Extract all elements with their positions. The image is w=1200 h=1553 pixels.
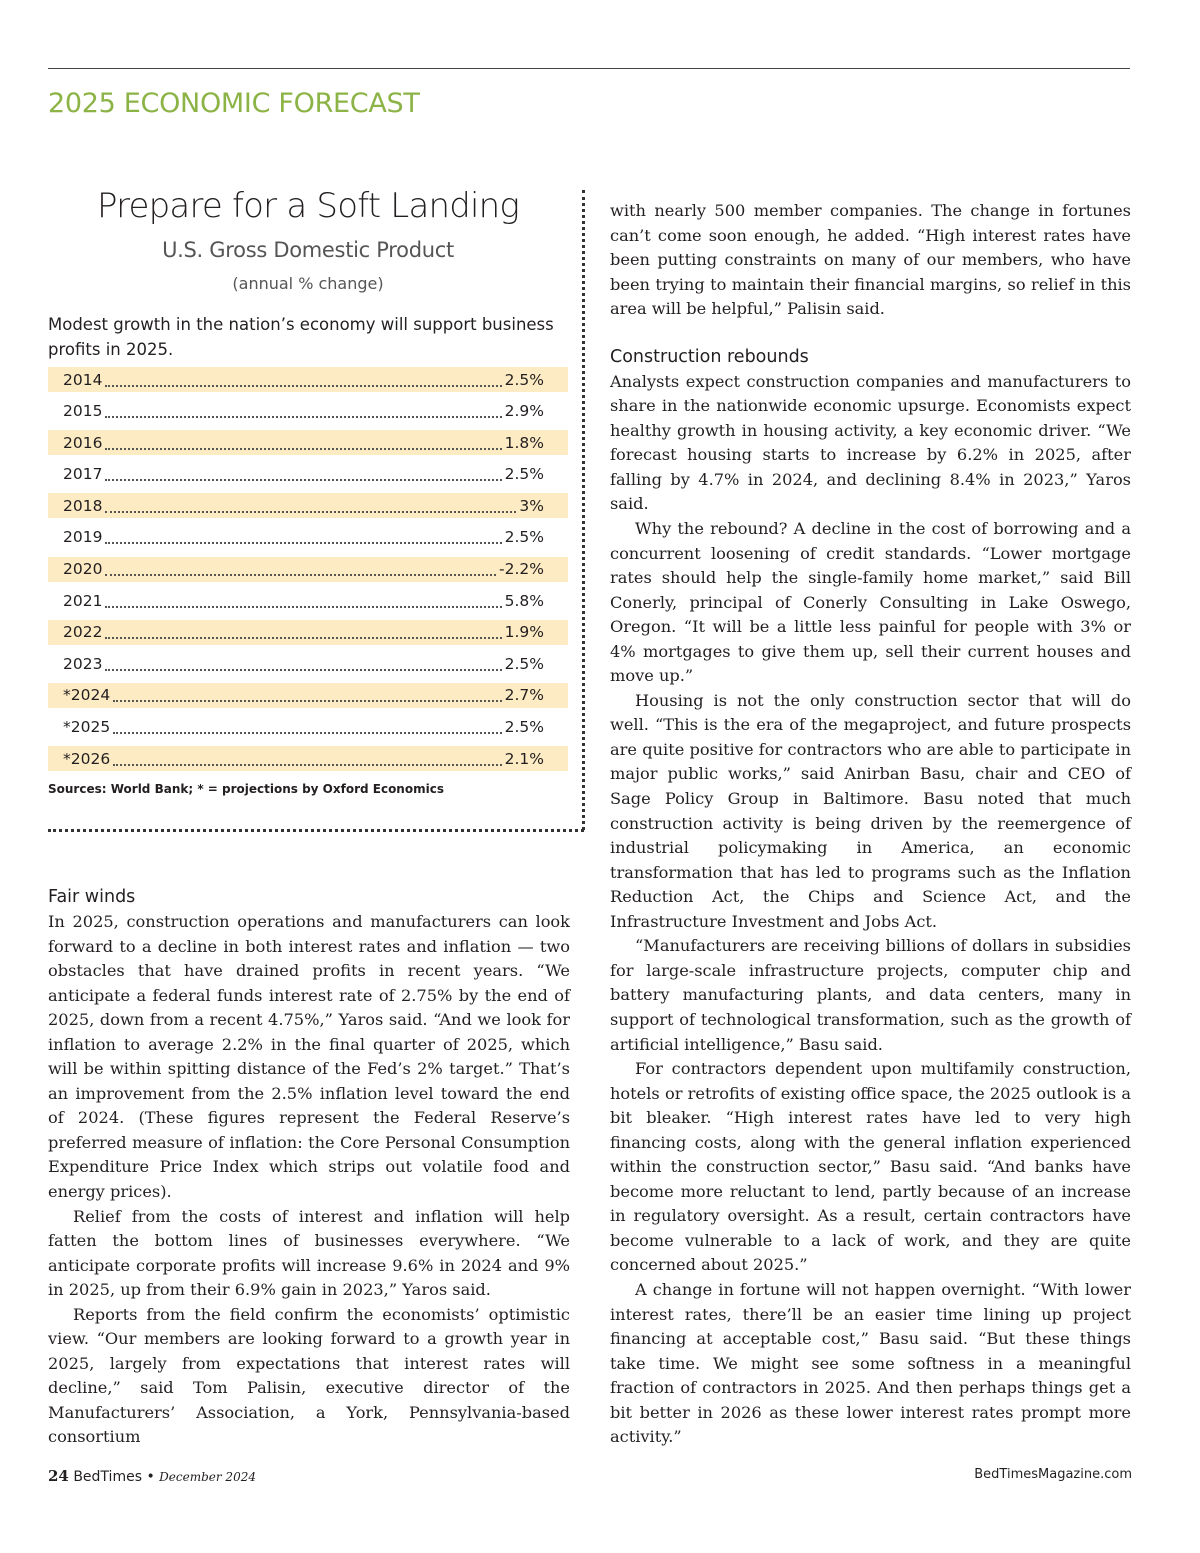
row-year: 2021 [63, 591, 103, 610]
chart-title: Prepare for a Soft Landing [96, 186, 520, 226]
row-value: -2.2% [499, 560, 544, 579]
gdp-table [48, 367, 568, 778]
row-value: 1.9% [504, 623, 544, 642]
paragraph: Analysts expect construction companies and manufacturers to share in the nationwide economic upsurge. Economists expect healthy growth in housing activity, a key economic driver. “We forecast housing starts to increase by 6.2% in 2025, after falling by 4.7% in 2024, and declining 8.4% in 2023,” Yaros said. [610, 371, 1131, 514]
table-row [48, 367, 568, 392]
row-year: *2024 [63, 686, 111, 705]
row-value: 2.5% [504, 654, 544, 673]
dot-leader [113, 720, 501, 734]
table-row [48, 588, 568, 613]
table-row [48, 746, 568, 771]
table-row [48, 683, 568, 708]
row-year: 2014 [63, 370, 103, 389]
row-year: 2015 [63, 402, 103, 421]
paragraph: For contractors dependent upon multifamily construction, hotels or retrofits of existing office space, the 2025 outlook is a bit bleaker. “High interest rates have led to very high financing costs, along with the general inflation experienced within the construction sector,” Basu said. “And banks have become more reluctant to lend, partly because of an increase in regulatory oversight. As a result, certain contractors have become vulnerable to a lack of work, and they are quite concerned about 2025.” [610, 1059, 1131, 1275]
issue-date: December 2024 [159, 1470, 256, 1484]
row-year: *2025 [63, 718, 111, 737]
paragraph: Reports from the field confirm the economists’ optimistic view. “Our members are looking forward to a growth year in 2025, largely from expectations that interest rates will decline,” said Tom Palisin, executive director of the Manufacturers’ Association, a York, Pennsylvania-based consortium [48, 1304, 570, 1447]
dot-leader [105, 530, 501, 544]
table-row [48, 430, 568, 455]
row-value: 2.5% [504, 718, 544, 737]
section-label: 2025 ECONOMIC FORECAST [48, 88, 420, 119]
footer-left [48, 1467, 256, 1485]
table-row [48, 493, 568, 518]
top-rule [48, 68, 1130, 69]
row-value: 5.8% [504, 591, 544, 610]
row-year: 2022 [63, 623, 103, 642]
table-row [48, 525, 568, 550]
paragraph: Housing is not the only construction sector that will do well. “This is the era of the megaproject, and future prospects are quite positive for contractors who are able to participate in major public works,” said Anirban Basu, chair and CEO of Sage Policy Group in Baltimore. Basu noted that much construction activity is being driven by the reemergence of industrial policymaking in America, an economic transformation that has led to programs such as the Inflation Reduction Act, the Chips and Science Act, and the Infrastructure Investment and Jobs Act. [610, 690, 1131, 931]
chart-description: Modest growth in the nation’s economy will support business profits in 2025. [48, 315, 554, 359]
row-value: 2.1% [504, 749, 544, 768]
paragraph: Relief from the costs of interest and inflation will help fatten the bottom lines of businesses everywhere. “We anticipate corporate profits will increase 9.6% in 2024 and 9% in 2025, up from their 6.9% gain in 2023,” Yaros said. [48, 1206, 570, 1300]
dot-leader [105, 404, 501, 418]
dot-leader [105, 625, 501, 639]
paragraph: In 2025, construction operations and manufacturers can look forward to a decline in both interest rates and inflation — two obstacles that have drained profits in recent years. “We anticipate a federal funds interest rate of 2.75% by the end of 2025, down from a recent 4.75%,” Yaros said. “And we look for inflation to average 2.2% in the final quarter of 2025, which will be within spitting distance of the Fed’s 2% target.” That’s an improvement from the 2.5% inflation level toward the end of 2024. (These figures represent the Federal Reserve’s preferred measure of inflation: the Core Personal Consumption Expenditure Price Index which strips out volatile food and energy prices). [48, 912, 570, 1202]
paragraph: A change in fortune will not happen overnight. “With lower interest rates, there’ll be an easier time lining up project financing at acceptable cost,” Basu said. “But these things take time. We might see some softness in a meaningful fraction of contractors in 2025. And then perhaps things get a bit better in 2026 as these lower interest rates prompt more activity.” [610, 1279, 1131, 1447]
row-value: 3% [519, 496, 544, 515]
dot-leader [105, 436, 501, 450]
table-row [48, 399, 568, 424]
table-row [48, 462, 568, 487]
row-value: 2.5% [504, 370, 544, 389]
table-row [48, 620, 568, 645]
dot-leader [105, 594, 501, 608]
row-value: 2.5% [504, 465, 544, 484]
page-number: 24 [48, 1467, 69, 1485]
chart-unit: (annual % change) [232, 274, 384, 293]
paragraph: with nearly 500 member companies. The change in fortunes can’t come soon enough, he added. “High interest rates have been putting constraints on many of our members, who have been trying to maintain their financial margins, so relief in this area will be helpful,” Palisin said. [610, 201, 1131, 319]
row-year: 2020 [63, 560, 103, 579]
article-right-column [610, 199, 1131, 1450]
row-year: 2017 [63, 465, 103, 484]
row-value: 2.5% [504, 528, 544, 547]
row-year: 2023 [63, 654, 103, 673]
row-year: 2016 [63, 433, 103, 452]
row-year: *2026 [63, 749, 111, 768]
row-year: 2019 [63, 528, 103, 547]
dot-leader [105, 657, 501, 671]
magazine-name: BedTimes [73, 1469, 142, 1485]
dot-leader [105, 467, 501, 481]
row-value: 2.7% [504, 686, 544, 705]
horizontal-divider [48, 829, 584, 832]
row-value: 2.9% [504, 402, 544, 421]
row-year: 2018 [63, 496, 103, 515]
dot-leader [113, 752, 501, 766]
table-row [48, 715, 568, 740]
paragraph: “Manufacturers are receiving billions of dollars in subsidies for large-scale infrastructure projects, computer chip and battery manufacturing plants, and data centers, many in support of technological transformation, such as the growth of artificial intelligence,” Basu said. [610, 936, 1131, 1054]
chart-sources: Sources: World Bank; * = projections by Oxford Economics [48, 782, 444, 796]
footer-separator: • [146, 1469, 155, 1485]
article-left-column [48, 884, 570, 1450]
dot-leader [105, 562, 496, 576]
chart-subtitle: U.S. Gross Domestic Product [162, 238, 454, 262]
paragraph: Why the rebound? A decline in the cost of borrowing and a concurrent loosening of credit standards. “Lower mortgage rates should help the single-family home market,” said Bill Conerly, principal of Conerly Consulting in Lake Oswego, Oregon. “It will be a little less painful for people with 3% or 4% mortgages to give them up, sell their current houses and move up.” [610, 519, 1131, 686]
website-link[interactable]: BedTimesMagazine.com [974, 1467, 1132, 1482]
subhead-construction-rebounds: Construction rebounds [610, 346, 809, 367]
subhead-fair-winds: Fair winds [48, 887, 136, 907]
row-value: 1.8% [504, 433, 544, 452]
vertical-divider [582, 190, 585, 830]
dot-leader [105, 499, 516, 513]
table-row [48, 651, 568, 676]
table-row [48, 557, 568, 582]
dot-leader [105, 373, 501, 387]
dot-leader [113, 688, 501, 702]
